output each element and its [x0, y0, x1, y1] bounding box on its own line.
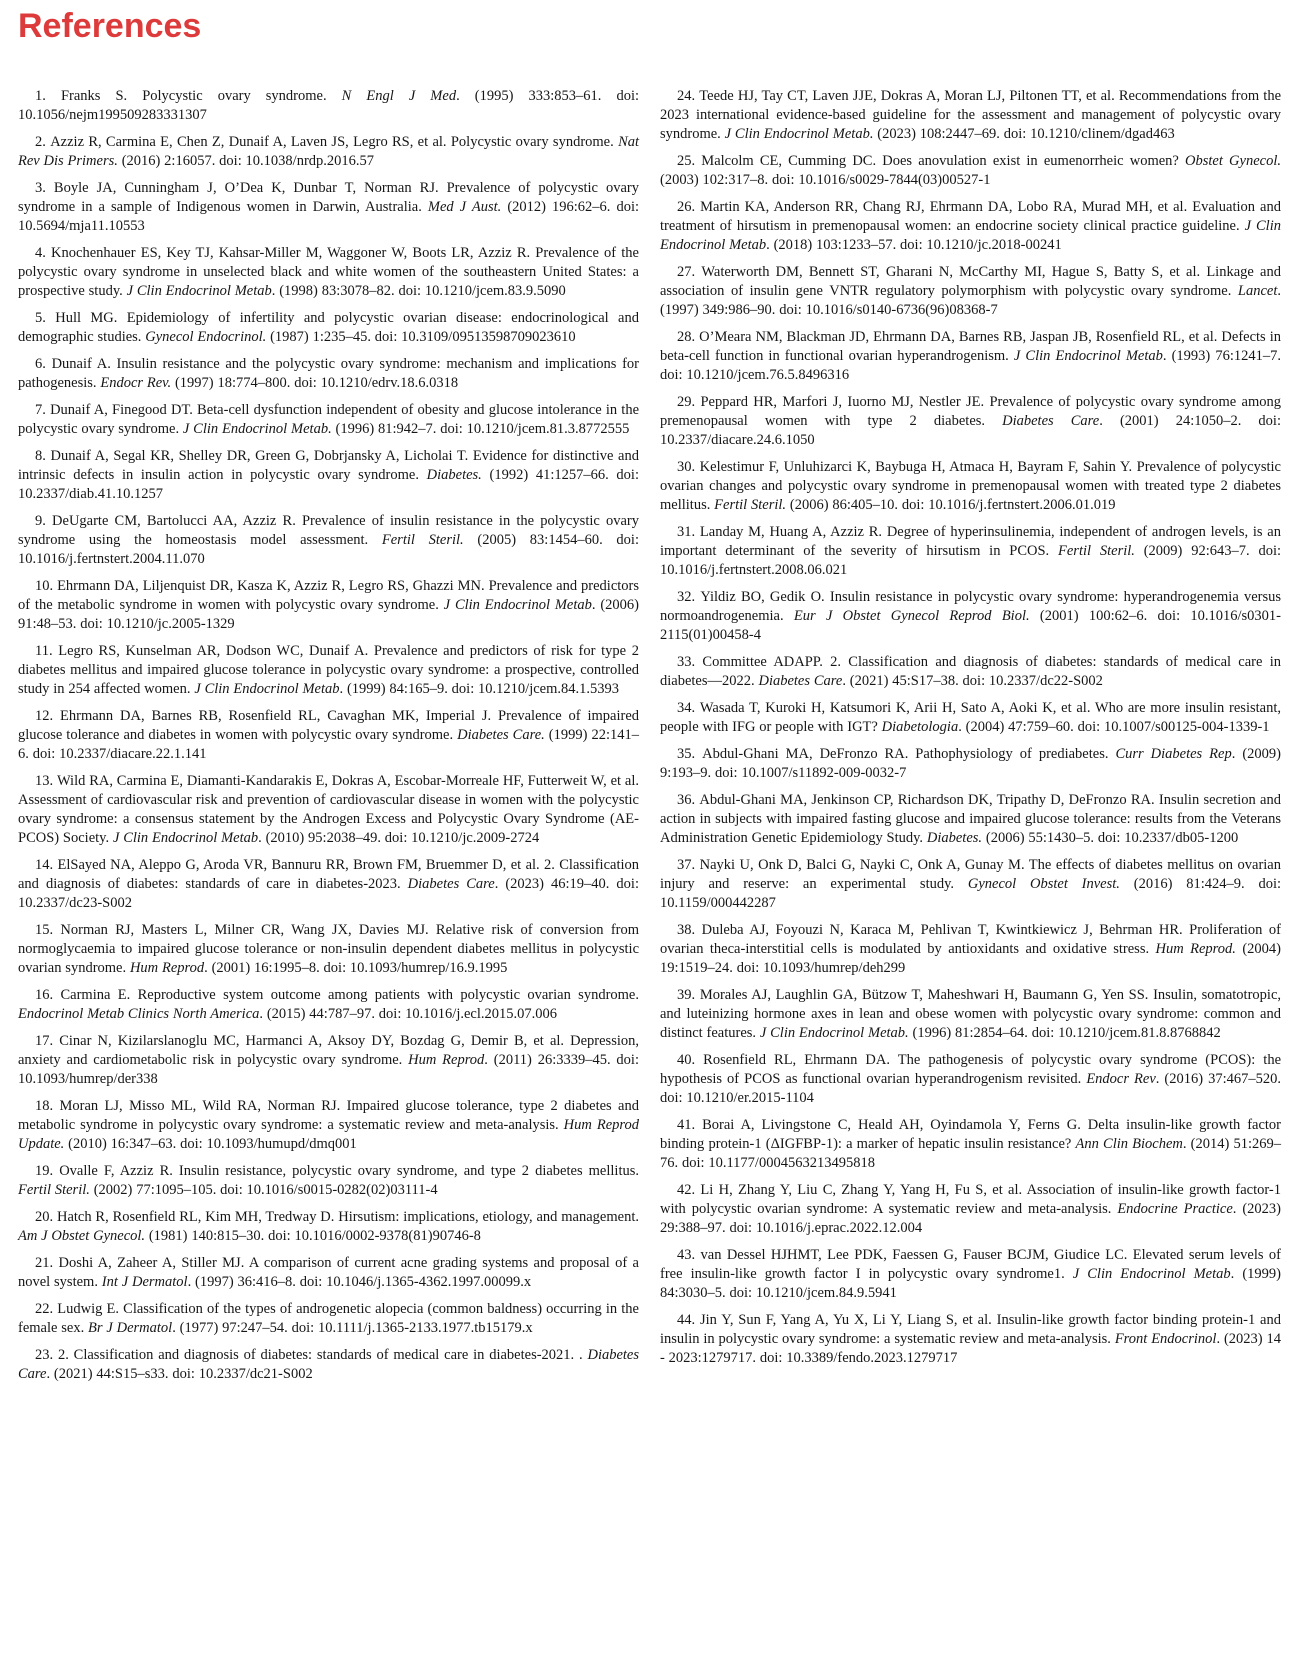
reference-text: Carmina E. Reproductive system outcome among patients with polycystic ovarian syndrome.	[60, 987, 639, 1004]
reference-item-13	[18, 772, 639, 848]
reference-item-39	[660, 986, 1281, 1043]
reference-item-26	[660, 198, 1281, 255]
reference-text: . (2016) 37:467–520. doi: 10.1210/er.2015-1104	[660, 1071, 1281, 1107]
reference-number: 33.	[677, 654, 703, 671]
reference-text: Moran LJ, Misso ML, Wild RA, Norman RJ. Impaired glucose tolerance, type 2 diabetes and metabolic syndrome in polycystic ovary syndrome: a systematic review and meta-analysis.	[18, 1098, 639, 1134]
reference-number: 14.	[35, 857, 58, 874]
reference-number: 8.	[35, 448, 51, 465]
journal-name: Br J Dermatol	[88, 1320, 173, 1337]
reference-item-17	[18, 1032, 639, 1089]
reference-text: . (2010) 95:2038–49. doi: 10.1210/jc.2009-2724	[258, 830, 540, 847]
reference-text: . (1999) 84:3030–5. doi: 10.1210/jcem.84.9.5941	[660, 1266, 1281, 1302]
reference-item-43	[660, 1246, 1281, 1303]
journal-name: Hum Reprod Update.	[18, 1117, 639, 1153]
reference-text: . (1998) 83:3078–82. doi: 10.1210/jcem.83.9.5090	[271, 283, 566, 300]
journal-name: Fertil Steril.	[18, 1182, 90, 1199]
reference-item-37	[660, 856, 1281, 913]
references-column-right	[660, 87, 1281, 1392]
references-columns	[18, 87, 1281, 1392]
reference-text: Duleba AJ, Foyouzi N, Karaca M, Pehlivan T, Kwintkiewicz J, Behrman HR. Proliferation of ovarian theca-interstitial cells is modulated by antioxidants and oxidative stress.	[660, 922, 1282, 958]
reference-text: Kelestimur F, Unluhizarci K, Baybuga H, Atmaca H, Bayram F, Sahin Y. Prevalence of polycystic ovarian changes and polycystic ovary syndrome in premenopausal women with treated type 2 diabetes mellitus.	[660, 459, 1281, 514]
reference-text: Dunaif A. Insulin resistance and the polycystic ovary syndrome: mechanism and implications for pathogenesis.	[18, 356, 639, 392]
reference-text: (2010) 16:347–63. doi: 10.1093/humupd/dmq001	[64, 1136, 357, 1153]
reference-text: Knochenhauer ES, Key TJ, Kahsar-Miller M, Waggoner W, Boots LR, Azziz R. Prevalence of the polycystic ovary syndrome in unselected black and white women of the southeastern United States: a prospective study.	[18, 245, 639, 300]
reference-number: 10.	[35, 578, 58, 595]
reference-item-12	[18, 707, 639, 764]
reference-text: Jin Y, Sun F, Yang A, Yu X, Li Y, Liang S, et al. Insulin-like growth factor binding protein-1 and insulin in polycystic ovary syndrome: a systematic review and meta-analysis.	[660, 1312, 1281, 1348]
reference-text: Abdul-Ghani MA, Jenkinson CP, Richardson DK, Tripathy D, DeFronzo RA. Insulin secretion and action in subjects with impaired fasting glucose and impaired glucose tolerance: results from the Veterans Administration Genetic Epidemiology Study.	[660, 792, 1281, 847]
reference-number: 22.	[35, 1301, 58, 1318]
reference-text: Yildiz BO, Gedik O. Insulin resistance in polycystic ovary syndrome: hyperandrogenemia versus normoandrogenemia.	[660, 589, 1282, 625]
reference-text: Malcolm CE, Cumming DC. Does anovulation exist in eumenorrheic women?	[701, 153, 1186, 170]
reference-text: Committee ADAPP. 2. Classification and diagnosis of diabetes: standards of medical care in diabetes—2022.	[660, 654, 1282, 690]
reference-text: DeUgarte CM, Bartolucci AA, Azziz R. Prevalence of insulin resistance in the polycystic ovary syndrome using the homeostasis model assessment.	[18, 513, 639, 549]
reference-number: 44.	[677, 1312, 700, 1329]
journal-name: Fertil Steril.	[1058, 543, 1135, 560]
reference-text: . (2021) 44:S15–s33. doi: 10.2337/dc21-S002	[46, 1366, 313, 1383]
reference-text: (2016) 81:424–9. doi: 10.1159/000442287	[660, 876, 1282, 912]
reference-text: (2005) 83:1454–60. doi: 10.1016/j.fertnstert.2004.11.070	[18, 532, 639, 568]
reference-item-38	[660, 921, 1281, 978]
reference-text: Morales AJ, Laughlin GA, Bützow T, Maheshwari H, Baumann G, Yen SS. Insulin, somatotropic, and luteinizing hormone axes in lean and obese women with polycystic ovary syndrome: common and distinct features.	[660, 987, 1281, 1042]
reference-number: 39.	[677, 987, 700, 1004]
reference-number: 16.	[35, 987, 61, 1004]
reference-item-27	[660, 263, 1281, 320]
reference-number: 2.	[35, 134, 51, 151]
reference-number: 28.	[677, 329, 700, 346]
reference-text: Teede HJ, Tay CT, Laven JJE, Dokras A, Moran LJ, Piltonen TT, et al. Recommendations from the 2023 international evidence-based guideline for the assessment and management of polycystic ovary syndrome.	[660, 88, 1282, 143]
reference-number: 17.	[35, 1033, 60, 1050]
reference-item-11	[18, 642, 639, 699]
reference-item-35	[660, 745, 1281, 783]
reference-item-24	[660, 87, 1281, 144]
journal-name: Eur J Obstet Gynecol Reprod Biol.	[793, 608, 1030, 625]
reference-text: . (2023) 29:388–97. doi: 10.1016/j.eprac.2022.12.004	[660, 1201, 1282, 1237]
reference-text: (1981) 140:815–30. doi: 10.1016/0002-9378(81)90746-8	[145, 1228, 481, 1245]
reference-text: Ovalle F, Azziz R. Insulin resistance, polycystic ovary syndrome, and type 2 diabetes mellitus.	[59, 1163, 639, 1180]
reference-text: (1996) 81:942–7. doi: 10.1210/jcem.81.3.8772555	[331, 421, 630, 438]
reference-text: Cinar N, Kizilarslanoglu MC, Harmanci A, Aksoy DY, Bozdag G, Demir B, et al. Depression, anxiety and cardiometabolic risk in polycystic ovary syndrome.	[18, 1033, 639, 1069]
reference-text: . (2014) 51:269–76. doi: 10.1177/0004563213495818	[660, 1136, 1282, 1172]
reference-item-33	[660, 653, 1281, 691]
reference-number: 25.	[677, 153, 702, 170]
reference-number: 19.	[35, 1163, 60, 1180]
reference-text: . (1993) 76:1241–7. doi: 10.1210/jcem.76.5.8496316	[660, 348, 1281, 384]
journal-name: Diabetes Care	[1002, 413, 1100, 430]
reference-item-5	[18, 309, 639, 347]
reference-text: Peppard HR, Marfori J, Iuorno MJ, Nestler JE. Prevalence of polycystic ovary syndrome among premenopausal women with type 2 diabetes.	[660, 394, 1281, 430]
journal-name: J Clin Endocrinol Metab.	[724, 126, 874, 143]
reference-number: 7.	[35, 402, 51, 419]
reference-item-34	[660, 699, 1281, 737]
reference-item-16	[18, 986, 639, 1024]
journal-name: J Clin Endocrinol Metab.	[759, 1025, 909, 1042]
reference-number: 3.	[35, 180, 54, 197]
reference-number: 6.	[35, 356, 52, 373]
reference-text: (1996) 81:2854–64. doi: 10.1210/jcem.81.8.8768842	[908, 1025, 1221, 1042]
reference-text: . (2004) 47:759–60. doi: 10.1007/s00125-004-1339-1	[958, 719, 1270, 736]
reference-item-29	[660, 393, 1281, 450]
reference-text: . (1999) 84:165–9. doi: 10.1210/jcem.84.1.5393	[339, 681, 620, 698]
reference-text: (2002) 77:1095–105. doi: 10.1016/s0015-0282(02)03111-4	[89, 1182, 438, 1199]
journal-name: N Engl J Med	[341, 88, 457, 105]
reference-text: . (2001) 24:1050–2. doi: 10.2337/diacare.24.6.1050	[660, 413, 1281, 449]
reference-text: (1992) 41:1257–66. doi: 10.2337/diab.41.10.1257	[18, 467, 639, 503]
reference-text: (2001) 100:62–6. doi: 10.1016/s0301-2115(01)00458-4	[660, 608, 1282, 644]
reference-text: (1999) 22:141–6. doi: 10.2337/diacare.22.1.141	[18, 727, 639, 763]
journal-name: Gynecol Endocrinol.	[145, 329, 267, 346]
reference-item-15	[18, 921, 639, 978]
journal-name: Diabetes Care	[407, 876, 495, 893]
reference-text: . (2009) 9:193–9. doi: 10.1007/s11892-009-0032-7	[660, 746, 1281, 782]
reference-item-21	[18, 1254, 639, 1292]
reference-text: . (2006) 91:48–53. doi: 10.1210/jc.2005-1329	[18, 597, 639, 633]
reference-item-19	[18, 1162, 639, 1200]
reference-number: 20.	[35, 1209, 57, 1226]
journal-name: J Clin Endocrinol Metab	[660, 218, 1281, 254]
reference-item-7	[18, 401, 639, 439]
journal-name: Diabetes Care.	[457, 727, 545, 744]
reference-text: Li H, Zhang Y, Liu C, Zhang Y, Yang H, Fu S, et al. Association of insulin-like growth factor-1 with polycystic ovarian syndrome: A systematic review and meta-analysis.	[660, 1182, 1281, 1218]
journal-name: Nat Rev Dis Primers.	[18, 134, 640, 170]
reference-number: 12.	[35, 708, 61, 725]
reference-text: O’Meara NM, Blackman JD, Ehrmann DA, Barnes RB, Jaspan JB, Rosenfield RL, et al. Defects in beta-cell function in functional ovarian hyperandrogenism.	[660, 329, 1281, 365]
journal-name: J Clin Endocrinol Metab	[112, 830, 259, 847]
reference-number: 21.	[35, 1255, 59, 1272]
reference-item-42	[660, 1181, 1281, 1238]
reference-text: . (2015) 44:787–97. doi: 10.1016/j.ecl.2015.07.006	[259, 1006, 558, 1023]
reference-item-23	[18, 1346, 639, 1384]
reference-text: Landay M, Huang A, Azziz R. Degree of hyperinsulinemia, independent of androgen levels, is an important determinant of the severity of hirsutism in PCOS.	[660, 524, 1281, 560]
reference-text: ElSayed NA, Aleppo G, Aroda VR, Bannuru RR, Brown FM, Bruemmer D, et al. 2. Classification and diagnosis of diabetes: standards of care in diabetes-2023.	[18, 857, 639, 893]
reference-text: . (2001) 16:1995–8. doi: 10.1093/humrep/16.9.1995	[204, 960, 508, 977]
reference-item-1	[18, 87, 639, 125]
reference-text: (2006) 55:1430–5. doi: 10.2337/db05-1200	[982, 830, 1239, 847]
journal-name: J Clin Endocrinol Metab.	[182, 421, 332, 438]
journal-name: Am J Obstet Gynecol.	[18, 1228, 146, 1245]
reference-text: (2016) 2:16057. doi: 10.1038/nrdp.2016.57	[117, 153, 375, 170]
reference-number: 9.	[35, 513, 53, 530]
reference-text: (2004) 19:1519–24. doi: 10.1093/humrep/deh299	[660, 941, 1282, 977]
reference-text: Wasada T, Kuroki H, Katsumori K, Arii H, Sato A, Aoki K, et al. Who are more insulin resistant, people with IFG or people with IGT?	[660, 700, 1281, 736]
reference-text: 2. Classification and diagnosis of diabetes: standards of medical care in diabetes-2021. .	[57, 1347, 588, 1364]
reference-text: (1997) 18:774–800. doi: 10.1210/edrv.18.6.0318	[171, 375, 459, 392]
reference-number: 40.	[677, 1052, 704, 1069]
reference-number: 5.	[35, 310, 56, 327]
reference-item-18	[18, 1097, 639, 1154]
reference-number: 30.	[677, 459, 700, 476]
reference-item-30	[660, 458, 1281, 515]
reference-text: Borai A, Livingstone C, Heald AH, Oyindamola Y, Ferns G. Delta insulin-like growth factor binding protein-1 (ΔIGFBP-1): a marker of hepatic insulin resistance?	[660, 1117, 1282, 1153]
reference-number: 42.	[677, 1182, 701, 1199]
reference-item-20	[18, 1208, 639, 1246]
journal-name: Diabetes.	[926, 830, 983, 847]
reference-item-9	[18, 512, 639, 569]
journal-name: Endocr Rev.	[100, 375, 172, 392]
journal-name: Ann Clin Biochem	[1075, 1136, 1183, 1153]
reference-number: 13.	[35, 773, 57, 790]
reference-number: 41.	[677, 1117, 703, 1134]
reference-number: 15.	[35, 922, 61, 939]
reference-number: 31.	[677, 524, 700, 541]
reference-text: (1987) 1:235–45. doi: 10.3109/09513598709023610	[266, 329, 576, 346]
reference-text: (2012) 196:62–6. doi: 10.5694/mja11.10553	[18, 199, 639, 235]
journal-name: J Clin Endocrinol Metab	[1013, 348, 1163, 365]
journal-name: J Clin Endocrinol Metab	[1072, 1266, 1231, 1283]
journal-name: Diabetes Care	[18, 1347, 640, 1383]
reference-text: (2009) 92:643–7. doi: 10.1016/j.fertnstert.2008.06.021	[660, 543, 1282, 579]
journal-name: J Clin Endocrinol Metab	[126, 283, 272, 300]
reference-number: 43.	[677, 1247, 701, 1264]
reference-text: Ehrmann DA, Barnes RB, Rosenfield RL, Cavaghan MK, Imperial J. Prevalence of impaired glucose tolerance and diabetes in women with polycystic ovary syndrome.	[18, 708, 640, 744]
reference-text: Ludwig E. Classification of the types of androgenetic alopecia (common baldness) occurring in the female sex.	[18, 1301, 639, 1337]
reference-text: Boyle JA, Cunningham J, O’Dea K, Dunbar T, Norman RJ. Prevalence of polycystic ovary syndrome in a sample of Indigenous women in Darwin, Australia.	[18, 180, 640, 216]
journal-name: Front Endocrinol	[1114, 1331, 1217, 1348]
journal-name: Gynecol Obstet Invest.	[967, 876, 1120, 893]
reference-item-28	[660, 328, 1281, 385]
reference-text: Ehrmann DA, Liljenquist DR, Kasza K, Azziz R, Legro RS, Ghazzi MN. Prevalence and predictors of the metabolic syndrome in women with polycystic ovary syndrome.	[18, 578, 639, 614]
reference-text: Waterworth DM, Bennett ST, Gharani N, McCarthy MI, Hague S, Batty S, et al. Linkage and association of insulin gene VNTR regulatory polymorphism with polycystic ovary syndrome.	[660, 264, 1281, 300]
reference-text: Martin KA, Anderson RR, Chang RJ, Ehrmann DA, Lobo RA, Murad MH, et al. Evaluation and treatment of hirsutism in premenopausal women: an endocrine society clinical practice guideline.	[660, 199, 1281, 235]
journal-name: Hum Reprod	[408, 1052, 485, 1069]
journal-name: Diabetologia	[881, 719, 959, 736]
reference-number: 23.	[35, 1347, 58, 1364]
reference-text: (2023) 108:2447–69. doi: 10.1210/clinem/dgad463	[873, 126, 1175, 143]
reference-item-36	[660, 791, 1281, 848]
reference-item-2	[18, 133, 639, 171]
reference-text: Abdul-Ghani MA, DeFronzo RA. Pathophysiology of prediabetes.	[702, 746, 1116, 763]
reference-item-32	[660, 588, 1281, 645]
reference-item-31	[660, 523, 1281, 580]
reference-text: . (2011) 26:3339–45. doi: 10.1093/humrep/der338	[18, 1052, 639, 1088]
journal-name: Lancet	[1237, 283, 1278, 300]
reference-text: . (1997) 349:986–90. doi: 10.1016/s0140-6736(96)08368-7	[660, 283, 1281, 319]
reference-number: 27.	[677, 264, 702, 281]
reference-text: Rosenfield RL, Ehrmann DA. The pathogenesis of polycystic ovary syndrome (PCOS): the hypothesis of PCOS as functional ovarian hyperandrogenism revisited.	[660, 1052, 1282, 1088]
reference-text: . (1977) 97:247–54. doi: 10.1111/j.1365-2133.1977.tb15179.x	[172, 1320, 533, 1337]
reference-item-10	[18, 577, 639, 634]
reference-text: . (2021) 45:S17–38. doi: 10.2337/dc22-S002	[842, 673, 1103, 690]
reference-number: 18.	[35, 1098, 60, 1115]
reference-item-6	[18, 355, 639, 393]
journal-name: Hum Reprod.	[1155, 941, 1236, 958]
reference-number: 37.	[677, 857, 700, 874]
reference-text: Doshi A, Zaheer A, Stiller MJ. A comparison of current acne grading systems and proposal of a novel system.	[18, 1255, 639, 1291]
reference-text: Hull MG. Epidemiology of infertility and polycystic ovarian disease: endocrinological and demographic studies.	[18, 310, 639, 346]
references-column-left	[18, 87, 639, 1392]
reference-text: Azziz R, Carmina E, Chen Z, Dunaif A, Laven JS, Legro RS, et al. Polycystic ovary syndrome.	[50, 134, 619, 151]
journal-name: Med J Aust.	[427, 199, 502, 216]
journal-name: Endocrine Practice	[1117, 1201, 1233, 1218]
reference-text: Legro RS, Kunselman AR, Dodson WC, Dunaif A. Prevalence and predictors of risk for type 2 diabetes mellitus and impaired glucose tolerance in polycystic ovary syndrome: a prospective, controlled study in 254 affected women.	[18, 643, 639, 698]
reference-text: Norman RJ, Masters L, Milner CR, Wang JX, Davies MJ. Relative risk of conversion from normoglycaemia to impaired glucose tolerance or non-insulin dependent diabetes mellitus in polycystic ovarian syndrome.	[18, 922, 640, 977]
reference-text: . (1995) 333:853–61. doi: 10.1056/nejm199509283331307	[18, 88, 639, 124]
journal-name: Curr Diabetes Rep	[1115, 746, 1232, 763]
reference-number: 29.	[677, 394, 701, 411]
reference-item-40	[660, 1051, 1281, 1108]
reference-number: 34.	[677, 700, 700, 717]
reference-number: 4.	[35, 245, 52, 262]
journal-name: Hum Reprod	[129, 960, 205, 977]
reference-item-25	[660, 152, 1281, 190]
page-title: References	[18, 7, 202, 45]
reference-number: 26.	[677, 199, 701, 216]
reference-number: 38.	[677, 922, 702, 939]
reference-item-14	[18, 856, 639, 913]
reference-text: Hatch R, Rosenfield RL, Kim MH, Tredway D. Hirsutism: implications, etiology, and management.	[56, 1209, 639, 1226]
reference-text: . (1997) 36:416–8. doi: 10.1046/j.1365-4362.1997.00099.x	[187, 1274, 532, 1291]
journal-name: Endocr Rev	[1086, 1071, 1156, 1088]
reference-text: Dunaif A, Segal KR, Shelley DR, Green G, Dobrjansky A, Licholai T. Evidence for distinctive and intrinsic defects in insulin action in polycystic ovary syndrome.	[18, 448, 639, 484]
reference-item-44	[660, 1311, 1281, 1368]
reference-number: 11.	[35, 643, 59, 660]
reference-text: van Dessel HJHMT, Lee PDK, Faessen G, Fauser BCJM, Giudice LC. Elevated serum levels of free insulin-like growth factor I in polycystic ovary syndrome1.	[660, 1247, 1281, 1283]
journal-name: Diabetes Care	[758, 673, 843, 690]
reference-number: 32.	[677, 589, 701, 606]
reference-item-22	[18, 1300, 639, 1338]
reference-text: Franks S. Polycystic ovary syndrome.	[60, 88, 342, 105]
journal-name: Diabetes.	[426, 467, 482, 484]
reference-number: 36.	[677, 792, 700, 809]
journal-name: J Clin Endocrinol Metab	[443, 597, 592, 614]
reference-number: 24.	[677, 88, 700, 105]
reference-text: Dunaif A, Finegood DT. Beta-cell dysfunction independent of obesity and glucose intolerance in the polycystic ovary syndrome.	[18, 402, 640, 438]
reference-text: Nayki U, Onk D, Balci G, Nayki C, Onk A, Gunay M. The effects of diabetes mellitus on ovarian injury and reserve: an experimental study.	[660, 857, 1281, 893]
reference-number: 1.	[35, 88, 61, 105]
journal-name: Obstet Gynecol.	[1185, 153, 1281, 170]
journal-name: Fertil Steril.	[714, 497, 787, 514]
reference-item-4	[18, 244, 639, 301]
reference-text: (2003) 102:317–8. doi: 10.1016/s0029-7844(03)00527-1	[660, 172, 991, 189]
reference-item-41	[660, 1116, 1281, 1173]
journal-name: J Clin Endocrinol Metab	[194, 681, 340, 698]
reference-text: (2006) 86:405–10. doi: 10.1016/j.fertnstert.2006.01.019	[786, 497, 1116, 514]
reference-item-8	[18, 447, 639, 504]
reference-number: 35.	[677, 746, 703, 763]
reference-text: . (2018) 103:1233–57. doi: 10.1210/jc.2018-00241	[766, 237, 1062, 254]
journal-name: Int J Dermatol	[101, 1274, 188, 1291]
reference-text: . (2023) 46:19–40. doi: 10.2337/dc23-S002	[18, 876, 639, 912]
journal-name: Endocrinol Metab Clinics North America	[18, 1006, 260, 1023]
reference-item-3	[18, 179, 639, 236]
reference-text: Wild RA, Carmina E, Diamanti-Kandarakis E, Dokras A, Escobar-Morreale HF, Futterweit W, et al. Assessment of cardiovascular risk and prevention of cardiovascular disease in women with the polycystic ovary syndrome: a consensus statement by the Androgen Excess and Polycystic Ovary Syndrome (AE-PCOS) Society.	[18, 773, 639, 847]
journal-name: Fertil Steril.	[381, 532, 464, 549]
reference-text: . (2023) 14 - 2023:1279717. doi: 10.3389/fendo.2023.1279717	[660, 1331, 1282, 1367]
